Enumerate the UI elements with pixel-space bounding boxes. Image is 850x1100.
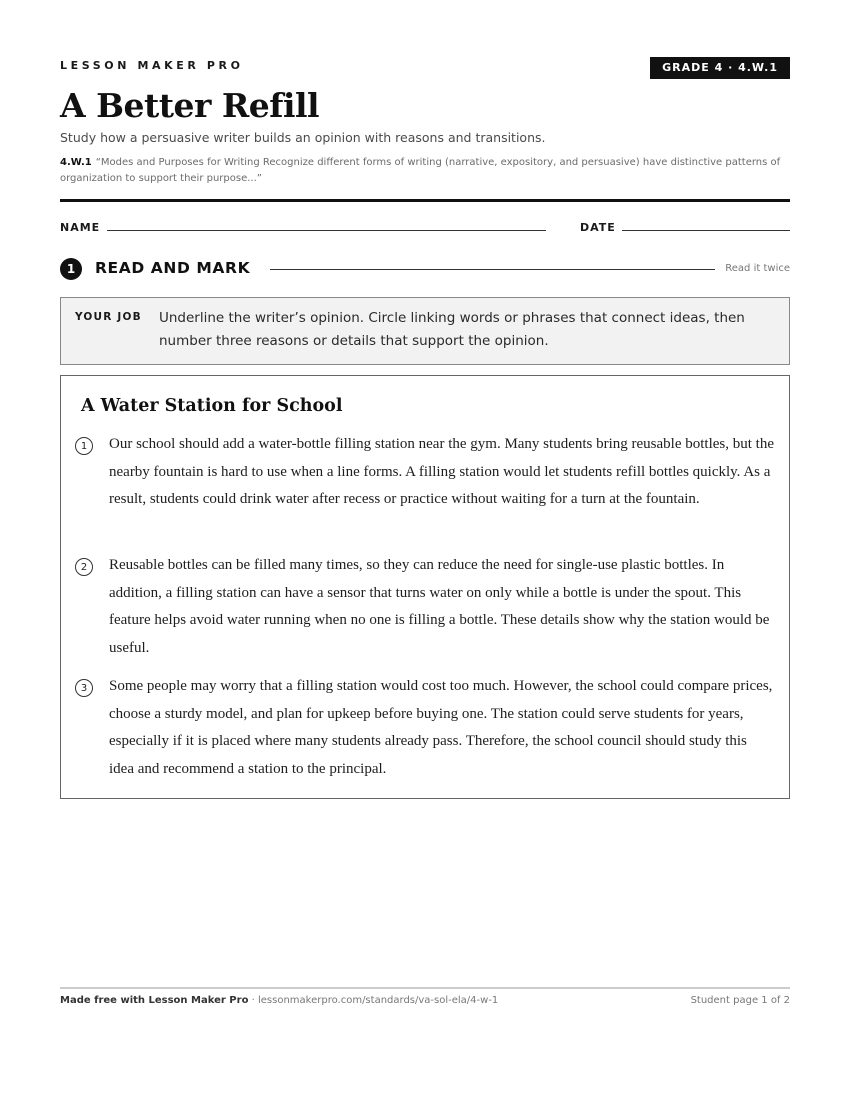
paragraph-number: 3 xyxy=(75,679,93,697)
your-job-instructions: Underline the writer’s opinion. Circle linking words or phrases that connect ideas, then number three reasons or details that support the opinion. xyxy=(159,310,745,349)
name-field[interactable] xyxy=(107,230,546,231)
worksheet-page xyxy=(60,0,790,1100)
brand-name: LESSON MAKER PRO xyxy=(60,59,244,72)
your-job-label: YOUR JOB xyxy=(75,311,142,323)
page-subtitle: Study how a persuasive writer builds an opinion with reasons and transitions. xyxy=(60,130,546,145)
date-label: DATE xyxy=(580,221,616,234)
reading-passage xyxy=(60,375,790,799)
footer-page-number: Student page 1 of 2 xyxy=(690,995,790,1006)
top-bar xyxy=(60,57,790,79)
footer-credit xyxy=(60,995,498,1006)
paragraph-text: Reusable bottles can be filled many times, so they can reduce the need for single-use plastic bottles. In addition, a filling station can have a sensor that turns water on only while a bottle is under the spout. This feature helps avoid water running when no one is filling a bottle. These details show why the station would be useful. xyxy=(109,557,770,656)
paragraph-number: 2 xyxy=(75,558,93,576)
paragraph-text: Some people may worry that a filling station would cost too much. However, the school could compare prices, choose a sturdy model, and plan for upkeep before buying one. The station could serve students for years, especially if it is placed where many students already pass. Therefore, the school council should study this idea and recommend a station to the principal. xyxy=(109,678,773,777)
name-label: NAME xyxy=(60,221,101,234)
page-title: A Better Refill xyxy=(60,86,320,125)
header-divider xyxy=(60,199,790,202)
standard-code: 4.W.1 xyxy=(60,157,92,168)
section-note: Read it twice xyxy=(725,263,790,274)
date-field[interactable] xyxy=(622,230,790,231)
footer-url: · lessonmakerpro.com/standards/va-sol-ela/4-w-1 xyxy=(248,995,499,1006)
paragraph-number: 1 xyxy=(75,437,93,455)
paragraph-text: Our school should add a water-bottle filling station near the gym. Many students bring reusable bottles, but the nearby fountain is hard to use when a line forms. A filling station would let students refill bottles quickly. As a result, students could drink water after recess or practice without waiting for a turn at the fountain. xyxy=(109,436,774,507)
section-number-badge: 1 xyxy=(60,258,82,280)
section-read-and-mark xyxy=(60,258,790,280)
footer-divider xyxy=(60,987,790,989)
name-date-row xyxy=(60,218,790,234)
passage-title: A Water Station for School xyxy=(81,396,343,416)
section-divider xyxy=(270,269,715,270)
grade-badge: GRADE 4 · 4.W.1 xyxy=(650,57,790,79)
your-job-box xyxy=(60,297,790,365)
footer-made-with: Made free with Lesson Maker Pro xyxy=(60,995,249,1006)
section-title: READ AND MARK xyxy=(95,259,251,277)
standard-description xyxy=(60,155,790,187)
standard-text: “Modes and Purposes for Writing Recognize different forms of writing (narrative, expository, and persuasive) have distinctive patterns of organization to support their purpose...” xyxy=(60,157,781,184)
